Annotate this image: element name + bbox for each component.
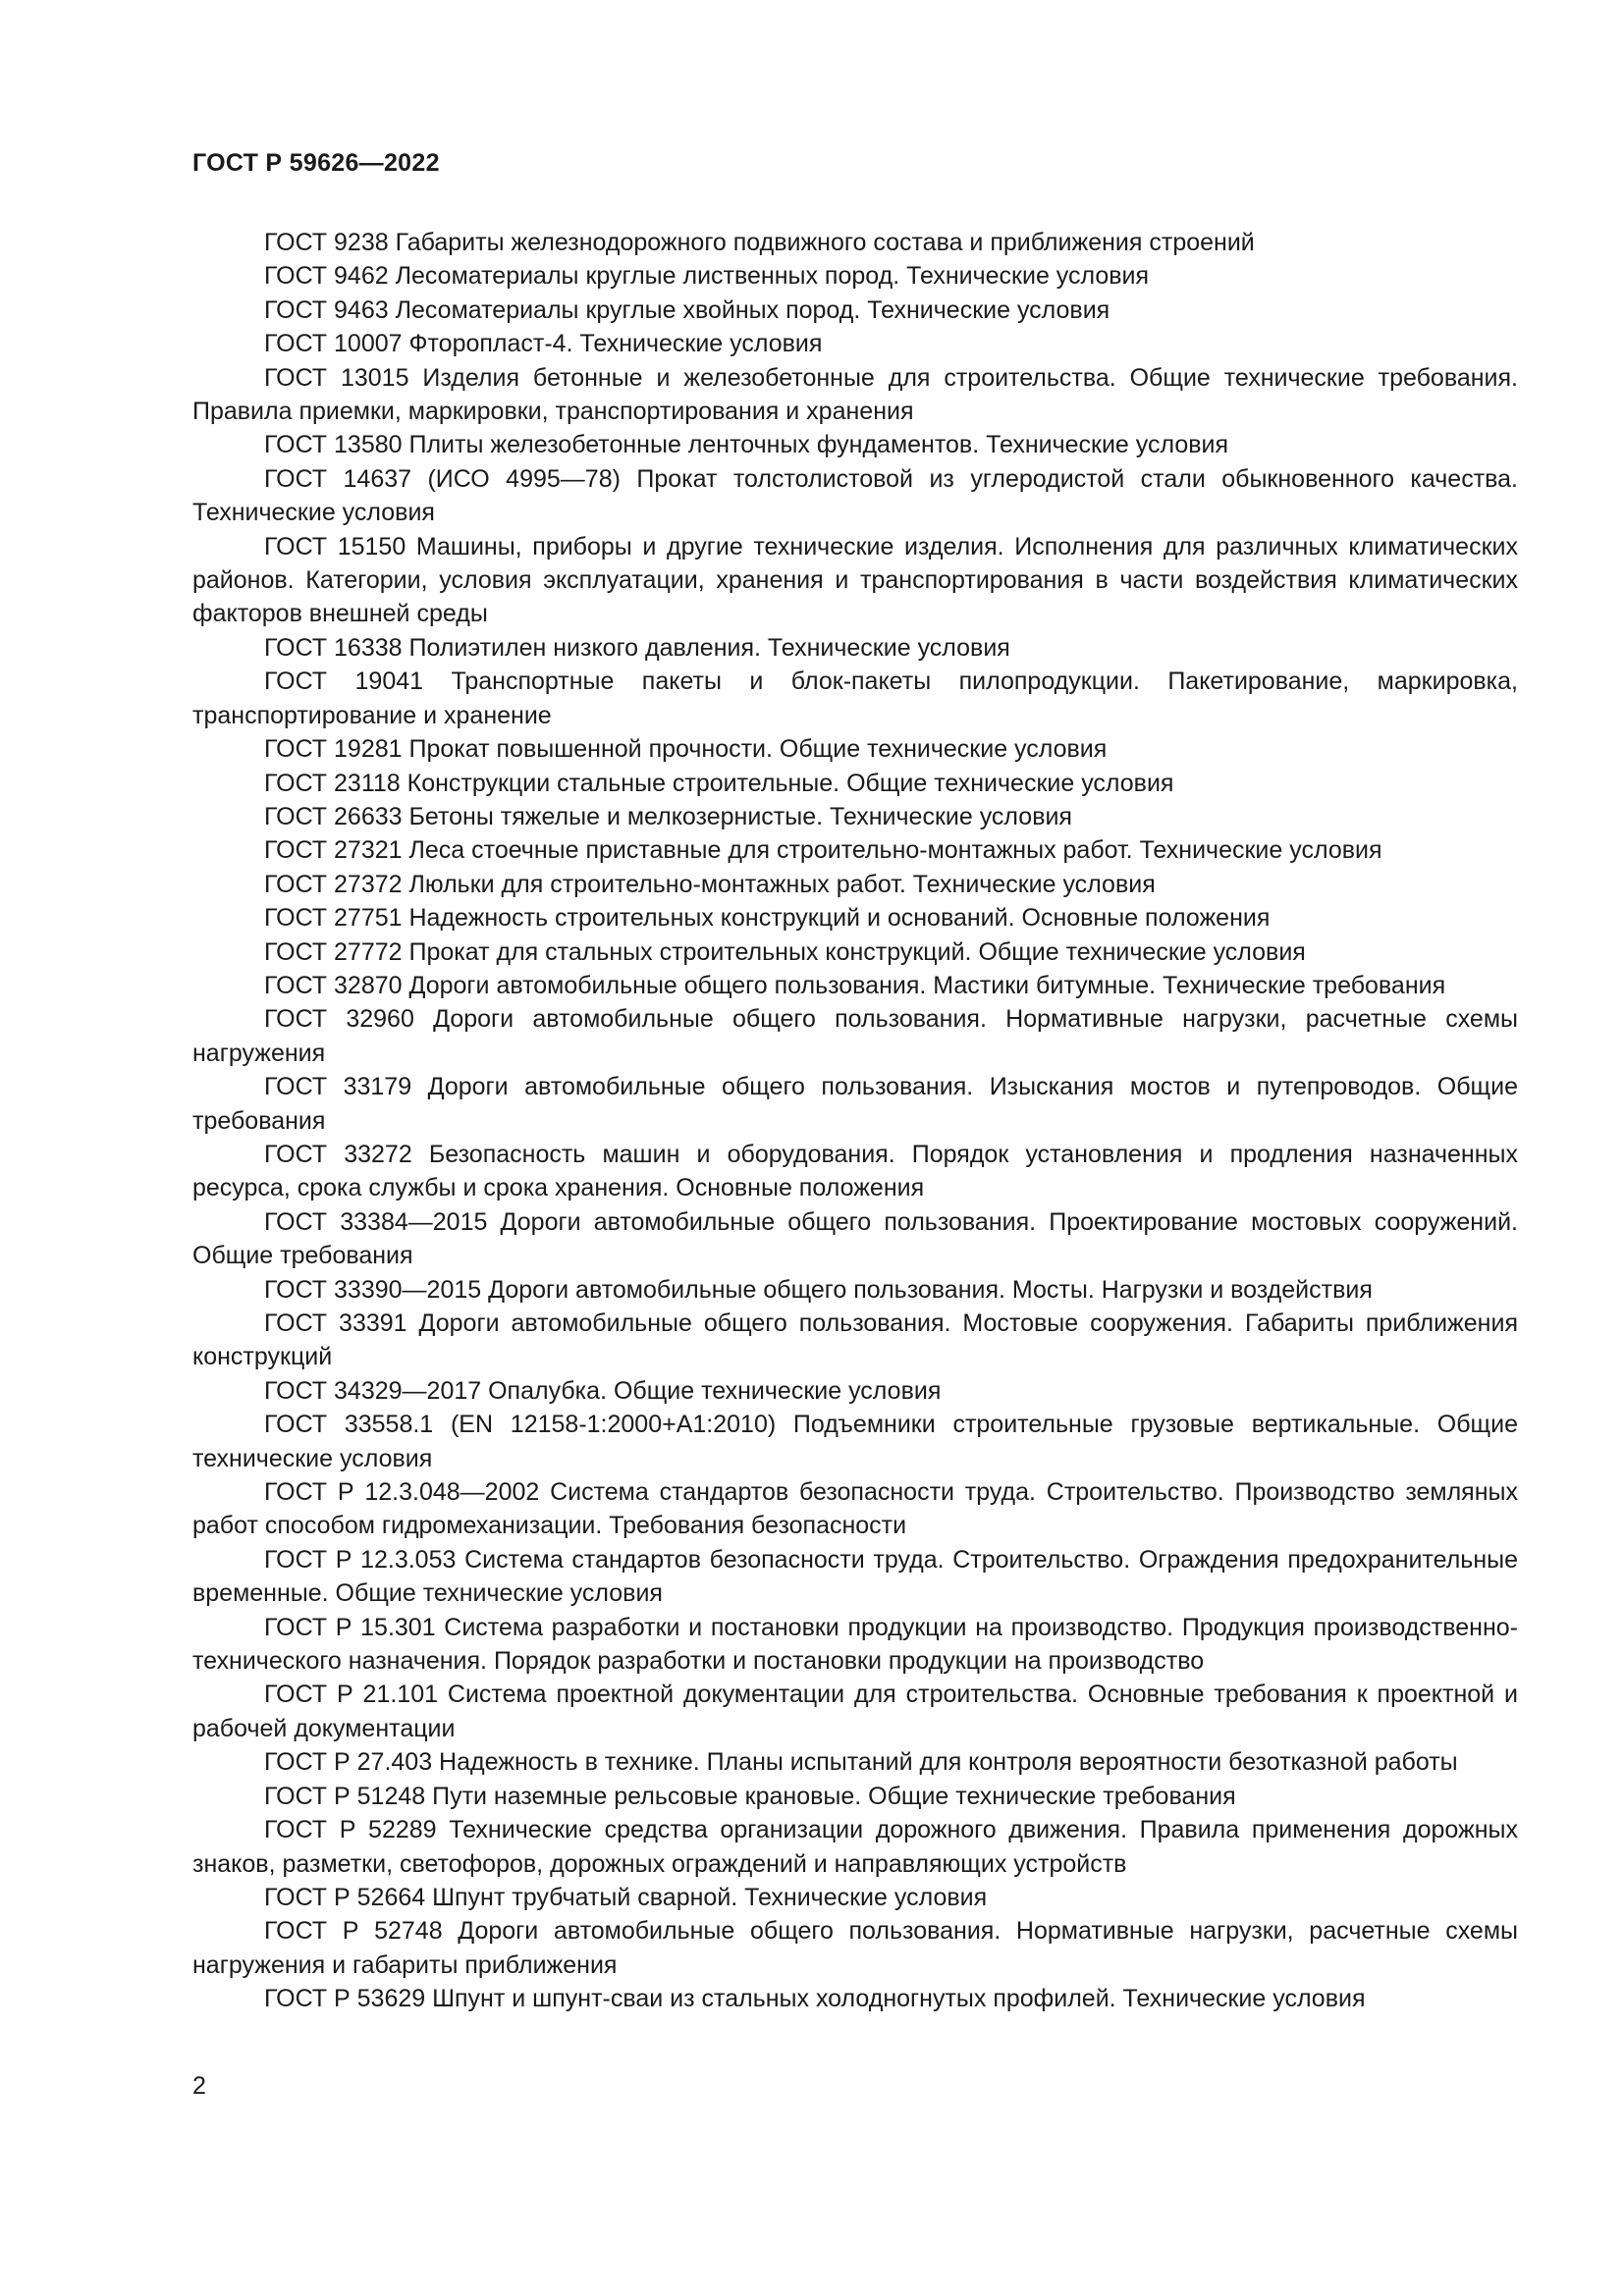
- reference-item: ГОСТ Р 52748 Дороги автомобильные общего пользования. Нормативные нагрузки, расчетные схемы нагружения и габариты приближения: [192, 1917, 1518, 1979]
- reference-item: ГОСТ 13580 Плиты железобетонные ленточных фундаментов. Технические условия: [264, 431, 1229, 459]
- reference-item: ГОСТ 33179 Дороги автомобильные общего пользования. Изыскания мостов и путепроводов. Общие требования: [192, 1073, 1518, 1135]
- reference-item: ГОСТ 10007 Фторопласт-4. Технические условия: [264, 330, 823, 358]
- reference-item: ГОСТ 13015 Изделия бетонные и железобетонные для строительства. Общие технические требования. Правила приемки, маркировки, транспортирования и хранения: [192, 363, 1518, 426]
- reference-item: ГОСТ Р 53629 Шпунт и шпунт-сваи из стальных холодногнутых профилей. Технические условия: [264, 1985, 1366, 2013]
- reference-item: ГОСТ 33272 Безопасность машин и оборудования. Порядок установления и продления назначенных ресурса, срока службы и срока хранения. Основные положения: [192, 1140, 1518, 1202]
- reference-item: ГОСТ Р 52289 Технические средства организации дорожного движения. Правила применения дорожных знаков, разметки, светофоров, дорожных ограждений и направляющих устройств: [192, 1816, 1518, 1878]
- document-header: ГОСТ Р 59626—2022: [192, 149, 440, 177]
- reference-item: ГОСТ 16338 Полиэтилен низкого давления. Технические условия: [264, 633, 1010, 662]
- page-number: 2: [192, 2072, 206, 2100]
- reference-item: ГОСТ 33390—2015 Дороги автомобильные общего пользования. Мосты. Нагрузки и воздействия: [264, 1275, 1373, 1304]
- reference-item: ГОСТ 34329—2017 Опалубка. Общие технические условия: [264, 1376, 942, 1405]
- reference-item: ГОСТ 33384—2015 Дороги автомобильные общего пользования. Проектирование мостовых сооружений. Общие требования: [192, 1207, 1518, 1270]
- reference-item: ГОСТ 14637 (ИСО 4995—78) Прокат толстолистовой из углеродистой стали обыкновенного качества. Технические условия: [192, 464, 1518, 527]
- reference-item: ГОСТ 9238 Габариты железнодорожного подвижного состава и приближения строений: [264, 229, 1255, 256]
- reference-item: ГОСТ 26633 Бетоны тяжелые и мелкозернистые. Технические условия: [264, 802, 1072, 830]
- reference-item: ГОСТ Р 12.3.053 Система стандартов безопасности труда. Строительство. Ограждения предохранительные временные. Общие технические условия: [192, 1545, 1518, 1608]
- reference-item: ГОСТ 27372 Люльки для строительно-монтажных работ. Технические условия: [264, 870, 1156, 898]
- reference-item: ГОСТ Р 51248 Пути наземные рельсовые крановые. Общие технические требования: [264, 1782, 1236, 1810]
- reference-item: ГОСТ 19041 Транспортные пакеты и блок-пакеты пилопродукции. Пакетирование, маркировка, транспортирование и хранение: [192, 667, 1518, 729]
- reference-item: ГОСТ Р 21.101 Система проектной документации для строительства. Основные требования к проектной и рабочей документации: [192, 1681, 1518, 1742]
- reference-item: ГОСТ Р 27.403 Надежность в технике. Планы испытаний для контроля вероятности безотказной работы: [264, 1748, 1458, 1777]
- reference-item: ГОСТ Р 15.301 Система разработки и постановки продукции на производство. Продукция производственно-технического назначения. Порядок разработки и постановки продукции на производство: [192, 1613, 1518, 1676]
- reference-item: ГОСТ 27751 Надежность строительных конструкций и оснований. Основные положения: [264, 904, 1271, 933]
- references-list: [192, 226, 1518, 2016]
- reference-item: ГОСТ 27321 Леса стоечные приставные для строительно-монтажных работ. Технические условия: [264, 836, 1382, 865]
- reference-item: ГОСТ 33391 Дороги автомобильные общего пользования. Мостовые сооружения. Габариты приближения конструкций: [192, 1309, 1518, 1371]
- reference-item: ГОСТ 9463 Лесоматериалы круглые хвойных пород. Технические условия: [264, 295, 1110, 324]
- reference-item: ГОСТ 33558.1 (EN 12158-1:2000+A1:2010) Подъемники строительные грузовые вертикальные. Общие технические условия: [192, 1411, 1518, 1472]
- reference-item: ГОСТ 15150 Машины, приборы и другие технические изделия. Исполнения для различных климатических районов. Категории, условия эксплуатации, хранения и транспортирования в части воздействия климатических факторов внешней среды: [192, 532, 1518, 628]
- reference-item: ГОСТ 32870 Дороги автомобильные общего пользования. Мастики битумные. Технические требования: [264, 971, 1446, 999]
- reference-item: ГОСТ 32960 Дороги автомобильные общего пользования. Нормативные нагрузки, расчетные схемы нагружения: [192, 1005, 1518, 1067]
- reference-item: ГОСТ 19281 Прокат повышенной прочности. Общие технические условия: [264, 735, 1108, 764]
- reference-item: ГОСТ Р 12.3.048—2002 Система стандартов безопасности труда. Строительство. Производство земляных работ способом гидромеханизации. Требования безопасности: [192, 1478, 1518, 1540]
- reference-item: ГОСТ 27772 Прокат для стальных строительных конструкций. Общие технические условия: [264, 937, 1306, 966]
- reference-item: ГОСТ Р 52664 Шпунт трубчатый сварной. Технические условия: [264, 1883, 988, 1911]
- reference-item: ГОСТ 9462 Лесоматериалы круглые лиственных пород. Технические условия: [264, 262, 1150, 291]
- reference-item: ГОСТ 23118 Конструкции стальные строительные. Общие технические условия: [264, 769, 1174, 797]
